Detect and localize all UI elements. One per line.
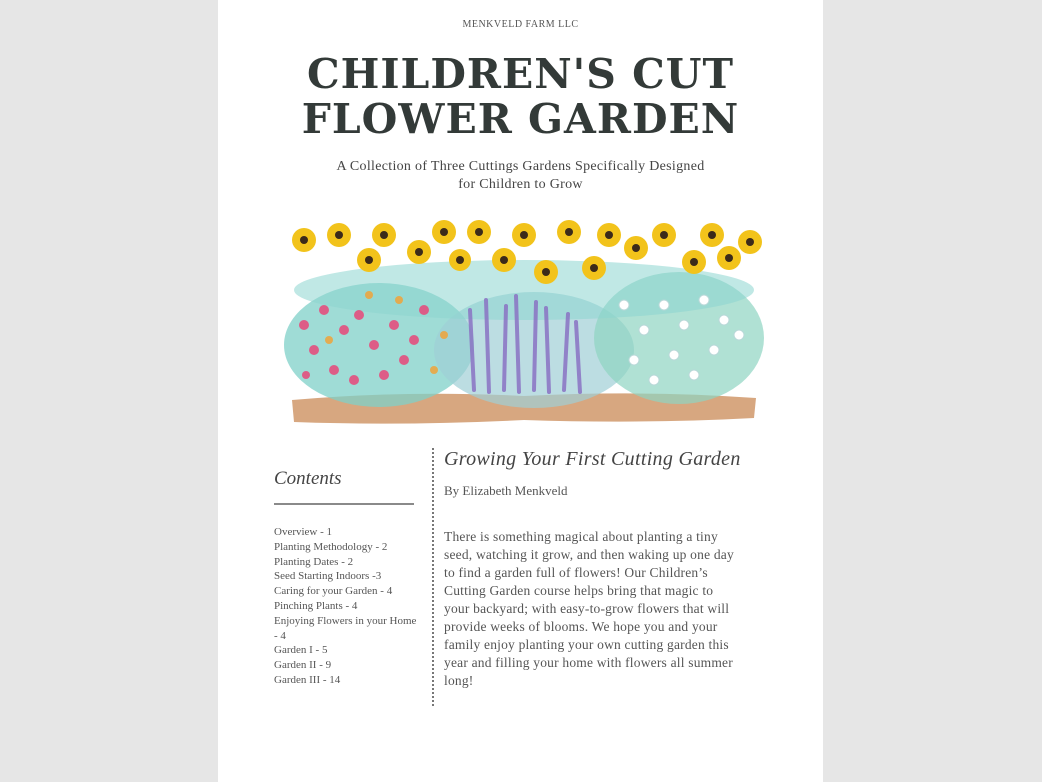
toc-item[interactable]: Seed Starting Indoors -3 xyxy=(274,570,382,583)
flower-garden-illustration xyxy=(284,210,764,435)
toc-item[interactable]: Caring for your Garden - 4 xyxy=(274,585,393,598)
toc-item[interactable]: Planting Methodology - 2 xyxy=(274,540,388,553)
document-page xyxy=(218,0,823,782)
toc-item[interactable]: Garden I - 5 xyxy=(274,644,328,657)
article-byline: By Elizabeth Menkveld xyxy=(444,483,568,498)
title-line-2: FLOWER GARDEN xyxy=(301,95,740,143)
contents-heading: Contents xyxy=(274,468,342,489)
toc-item[interactable]: Enjoying Flowers in your Home - 4 xyxy=(274,614,417,642)
table-of-contents xyxy=(274,525,419,688)
toc-item[interactable]: Pinching Plants - 4 xyxy=(274,599,358,612)
toc-item[interactable]: Planting Dates - 2 xyxy=(274,555,354,568)
brand-name: MENKVELD FARM LLC xyxy=(462,19,579,30)
page-title xyxy=(218,52,823,142)
article-title: Growing Your First Cutting Garden xyxy=(444,448,741,470)
title-line-1: CHILDREN'S CUT xyxy=(306,50,735,98)
subtitle: A Collection of Three Cuttings Gardens Specifically Designed for Children to Grow xyxy=(336,159,705,192)
toc-item[interactable]: Overview - 1 xyxy=(274,526,333,538)
contents-divider xyxy=(274,503,414,505)
toc-item[interactable]: Garden II - 9 xyxy=(274,659,332,672)
toc-item[interactable]: Garden III - 14 xyxy=(274,673,341,686)
column-divider xyxy=(432,448,434,706)
article-body: There is something magical about planting a tiny seed, watching it grow, and then waking up one day to find a garden full of flowers! Our Children’s Cutting Garden course helps bring that magic to your backyard; with easy-to-grow flowers that will provide weeks of blooms. We hope you and your family enjoy planting your own cutting garden this year and filling your home with flowers all summer long! xyxy=(444,529,734,688)
